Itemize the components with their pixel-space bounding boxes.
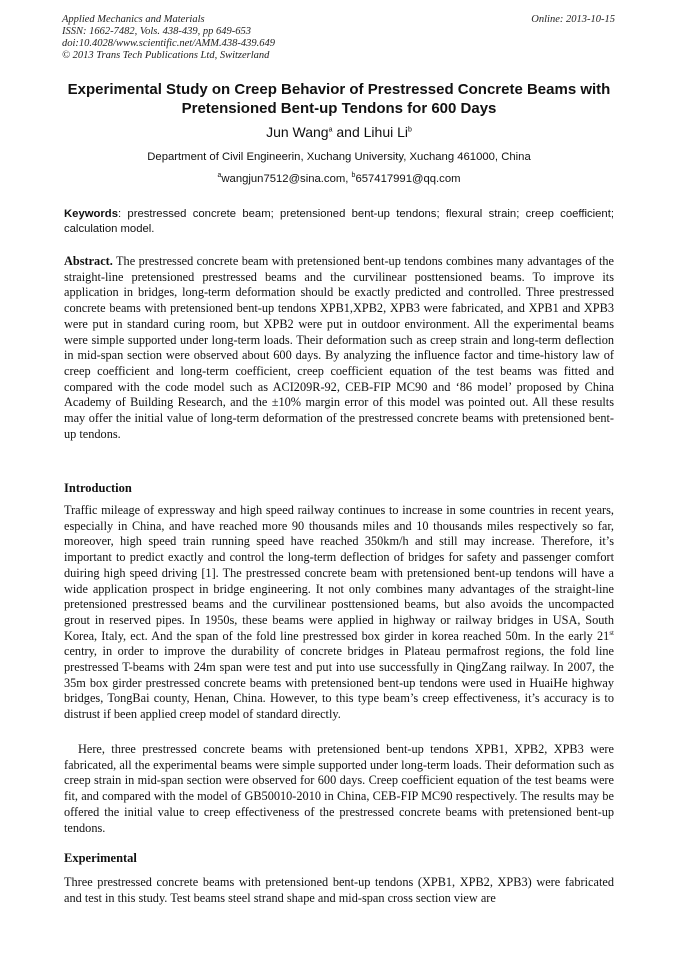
- paper-title: Experimental Study on Creep Behavior of Prestressed Concrete Beams with Pretensioned Bent-up Tendons for 600 Days: [67, 81, 611, 117]
- author-line: [0, 123, 678, 141]
- abstract-label: Abstract.: [64, 254, 113, 268]
- author-1: Jun Wang: [266, 124, 329, 140]
- journal-name: Applied Mechanics and Materials: [62, 14, 205, 25]
- experimental-heading: Experimental: [64, 851, 137, 865]
- keywords-block: [64, 207, 614, 237]
- journal-header: [62, 14, 275, 62]
- introduction-paragraph-1: [64, 503, 614, 723]
- author-2-affil-mark: b: [408, 126, 412, 134]
- email-line: [0, 172, 678, 186]
- issn-line: ISSN: 1662-7482, Vols. 438-439, pp 649-653: [62, 26, 251, 37]
- email-a: wangjun7512@sina.com,: [221, 173, 352, 185]
- ordinal-superscript: st: [609, 628, 614, 637]
- email-b-mark: b: [351, 172, 356, 180]
- copyright-line: © 2013 Trans Tech Publications Ltd, Switzerland: [62, 50, 270, 61]
- online-date: Online: 2013-10-15: [531, 14, 615, 25]
- abstract-block: [64, 254, 614, 442]
- abstract-text: The prestressed concrete beam with pretensioned bent-up tendons combines many advantages of the straight-line pretensioned prestressed beams and the curvilinear posttensioned beams. To improve its application in bridges, long-term deformation should be exactly predicted and controlled. Three prestressed concrete beams with pretensioned bent-up tendons XPB1,XPB2, XPB3 were fabricated, and XPB1 and XPB3 were put in standard curing room, but XPB2 were put in outdoor environment. All the experimental beams were simple supported under long-term loads. Their deformation such as creep strain and long-term deflection in mid-span section were observed about 600 days. By analyzing the influence factor and time-history law of creep coefficient and long-term coefficient, creep coefficient equation of the test beams was fitted and compared with the code model such as ACI209R-92, CEB-FIP MC90 and ‘86 model’ proposed by China Academy of Building Research, and the ±10% margin error of this model was pointed out. All these results may offer the initial value of long-term deformation of the prestressed concrete beams with pretensioned bent-up tendons.: [64, 254, 614, 441]
- email-b: 657417991@qq.com: [355, 173, 461, 185]
- introduction-heading: Introduction: [64, 481, 132, 495]
- affiliation: Department of Civil Engineerin, Xuchang University, Xuchang 461000, China: [147, 151, 531, 163]
- author-2: Lihui Li: [363, 124, 409, 140]
- author-1-affil-mark: a: [328, 126, 333, 134]
- intro-p1-part-a: Traffic mileage of expressway and high speed railway continues to increase in some countries in recent years, especially in China, and have reached more 90 thousands miles and 10 thousands miles respectively so far, moreover, high speed train running speed have reached 350km/h and still may increase. Therefore, it’s important to predict exactly and control the long-term deflection of bridges for safety and passenger comfort duiring high speed driving [1]. The prestressed concrete beam with pretensioned bent-up tendons will have a wide application prospect in bridge engineering. It not only combines many advantages of the straight-line pretensioned prestressed beams and the curvilinear posttensioned beams, but also avoids the uncompacted grout in reserved pipes. In 1950s, these beams were applied in highway or railway bridges in USA, South Korea, Italy, ect. And the span of the fold line prestressed box girder in korea reached 50m. In the early 21: [64, 503, 614, 643]
- author-conjunction: and: [332, 124, 364, 140]
- keywords-label: Keywords: [64, 208, 118, 220]
- doi-line: doi:10.4028/www.scientific.net/AMM.438-439.649: [62, 38, 275, 49]
- experimental-paragraph-1: Three prestressed concrete beams with pretensioned bent-up tendons (XPB1, XPB2, XPB3) were fabricated and test in this study. Test beams steel strand shape and mid-span cross section view are: [64, 875, 614, 905]
- keywords-text: : prestressed concrete beam; pretensioned bent-up tendons; flexural strain; creep coefficient; calculation model.: [64, 208, 614, 235]
- email-a-mark: a: [217, 172, 222, 180]
- introduction-paragraph-2: Here, three prestressed concrete beams with pretensioned bent-up tendons XPB1, XPB2, XPB3 were fabricated, all the experimental beams were simple supported under long-term loads. Their deformation such as creep strain in mid-span section were observed for 600 days. Creep coefficient equation of the test beams were fit, and compared with the model of GB50010-2010 in China, CEB-FIP MC90 respectively. The results may be offered the initial value to creep effectiveness of the prestressed concrete beams with pretensioned bent-up tendons.: [64, 742, 614, 835]
- intro-p1-part-b: centry, in order to improve the durability of concrete bridges in Plateau permafrost regions, the fold line prestressed T-beams with 24m span were test and put into use successfully in QingZang railway. In 2007, the 35m box girder prestressed concrete beams with pretensioned bent-up tendons were used in HuaiHe highway bridges, TongBai county, Henan, China. However, to this type beam’s creep effectiveness, it’s accuracy is to distrust if been applied creep model of standard directly.: [64, 644, 614, 722]
